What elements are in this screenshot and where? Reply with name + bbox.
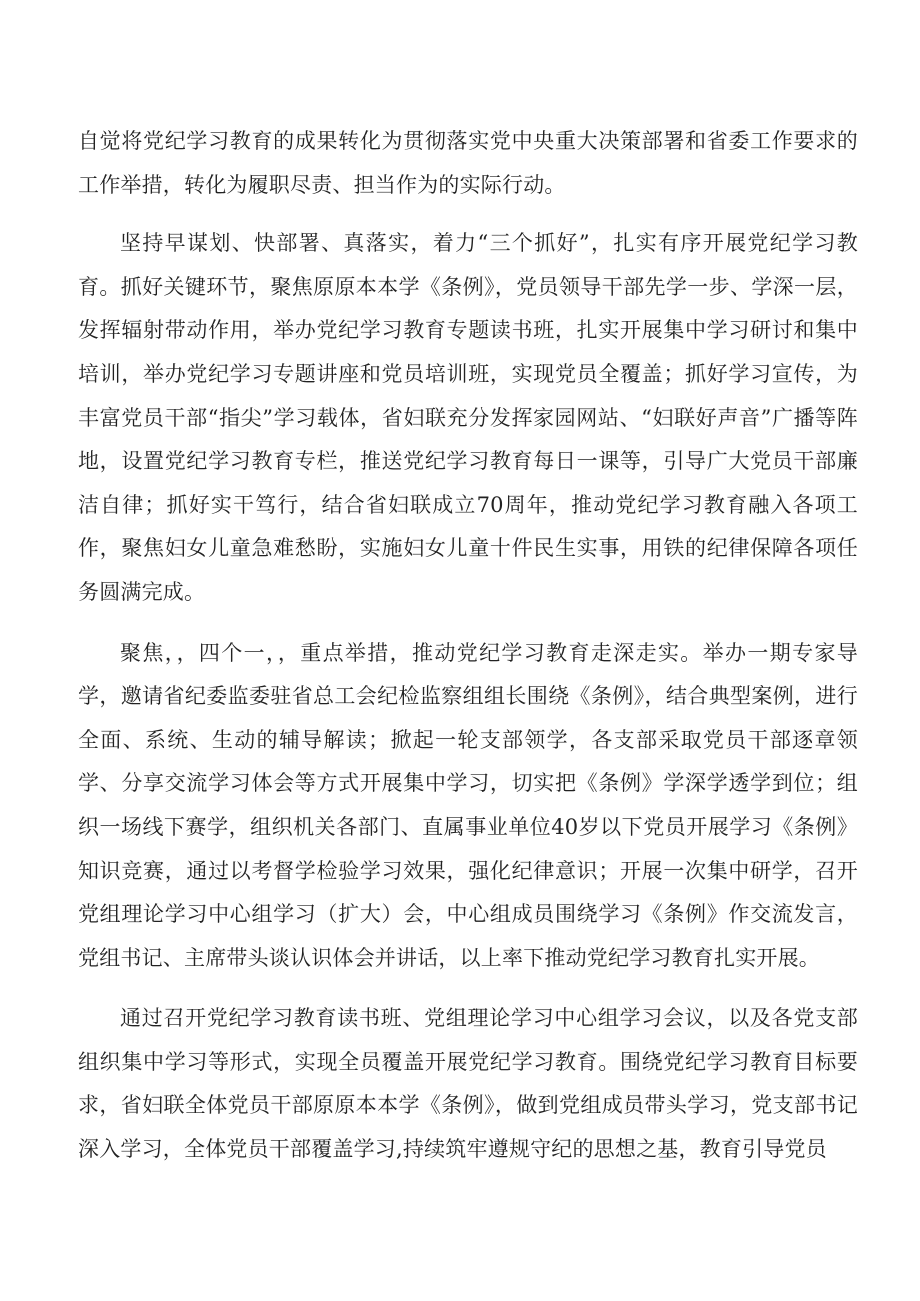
paragraph-four-one: 聚焦，，四个一，，重点举措，推动党纪学习教育走深走实。举办一期专家导学，邀请省纪委监委驻省总工会纪检监察组组长围绕《条例》，结合典型案例，进行全面、系统、生动的辅导解读；掀起一轮支部领学，各支部采取党员干部逐章领学、分享交流学习体会等方式开展集中学习，切实把《条例》学深学透学到位；组织一场线下赛学，组织机关各部门、直属事业单位40岁以下党员开展学习《条例》知识竞赛，通过以考督学检验学习效果，强化纪律意识；开展一次集中研学，召开党组理论学习中心组学习（扩大）会，中心组成员围绕学习《条例》作交流发言，党组书记、主席带头谈认识体会并讲话，以上率下推动党纪学习教育扎实开展。: [78, 640, 858, 970]
document-body: [78, 120, 858, 1189]
paragraph-three-good: 坚持早谋划、快部署、真落实，着力“三个抓好”，扎实有序开展党纪学习教育。抓好关键环节，聚焦原原本本学《条例》，党员领导干部先学一步、学深一层，发挥辐射带动作用，举办党纪学习教育专题读书班，扎实开展集中学习研讨和集中培训，举办党纪学习专题讲座和党员培训班，实现党员全覆盖；抓好学习宣传，为丰富党员干部“指尖”学习载体，省妇联充分发挥家园网站、“妇联好声音”广播等阵地，设置党纪学习教育专栏，推送党纪学习教育每日一课等，引导广大党员干部廉洁自律；抓好实干笃行，结合省妇联成立70周年，推动党纪学习教育融入各项工作，聚焦妇女儿童急难愁盼，实施妇女儿童十件民生实事，用铁的纪律保障各项任务圆满完成。: [78, 231, 858, 604]
paragraph-continuation: 自觉将党纪学习教育的成果转化为贯彻落实党中央重大决策部署和省委工作要求的工作举措，转化为履职尽责、担当作为的实际行动。: [78, 129, 858, 197]
paragraph-full-coverage: 通过召开党纪学习教育读书班、党组理论学习中心组学习会议，以及各党支部组织集中学习等形式，实现全员覆盖开展党纪学习教育。围绕党纪学习教育目标要求，省妇联全体党员干部原原本本学《条例》，做到党组成员带头学习，党支部书记深入学习，全体党员干部覆盖学习,持续筑牢遵规守纪的思想之基，教育引导党员: [78, 1006, 858, 1162]
